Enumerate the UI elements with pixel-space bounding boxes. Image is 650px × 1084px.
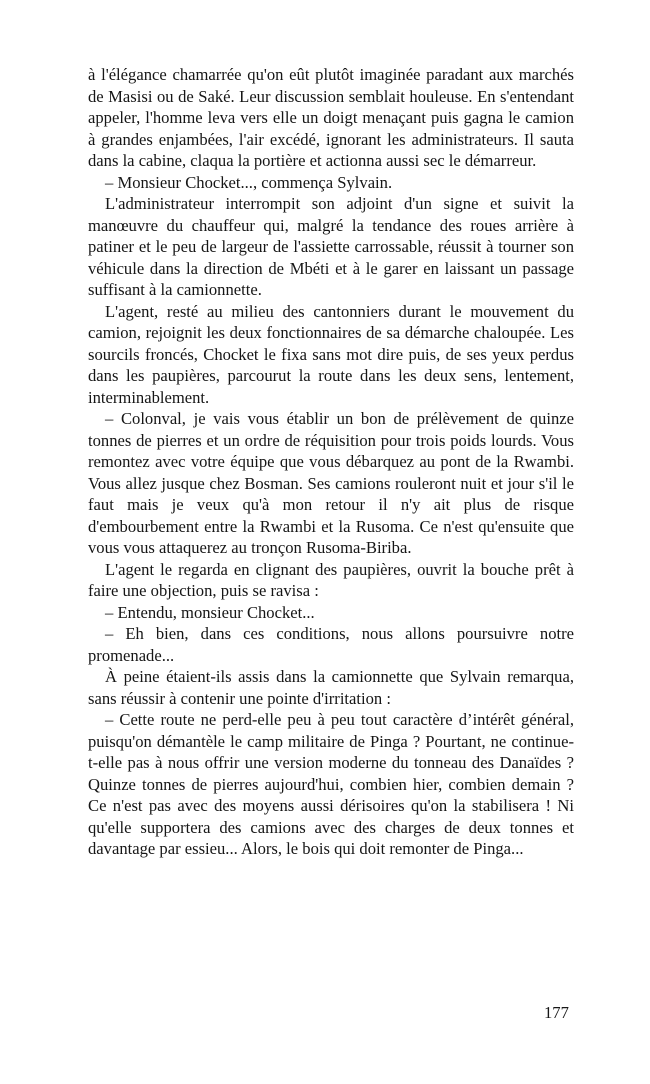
paragraph-dialogue: – Eh bien, dans ces conditions, nous allons poursuivre notre promenade... <box>88 624 574 665</box>
paragraph: L'administrateur interrompit son adjoint d'un signe et suivit la manœuvre du chauffeur qui, malgré la tendance des roues arrière à patiner et le peu de largeur de l'assiette carrossable, réussit à tourner son véhicule dans la direction de Mbéti et à le garer en laissant un passage suffisant à la camionnette. <box>88 194 574 299</box>
page-body <box>88 64 574 860</box>
paragraph-dialogue: – Monsieur Chocket..., commença Sylvain. <box>105 172 393 192</box>
paragraph-dialogue: – Colonval, je vais vous établir un bon de prélèvement de quinze tonnes de pierres et un ordre de réquisition pour trois poids lourds. Vous remontez avec votre équipe que vous débarquez au pont de la Rwambi. Vous allez jusque chez Bosman. Ses camions rouleront nuit et jour s'il le faut mais je veux qu'à mon retour il n'y ait plus de risque d'embourbement entre la Rwambi et la Rusoma. Ce n'est qu'ensuite que vous vous attaquerez au tronçon Rusoma-Biriba. <box>88 409 574 557</box>
paragraph-dialogue: – Entendu, monsieur Chocket... <box>105 602 315 622</box>
paragraph: À peine étaient-ils assis dans la camionnette que Sylvain remarqua, sans réussir à contenir une pointe d'irritation : <box>88 667 574 708</box>
paragraph-continuation: à l'élégance chamarrée qu'on eût plutôt imaginée paradant aux marchés de Masisi ou de Saké. Leur discussion semblait houleuse. En s'entendant appeler, l'homme leva vers elle un doigt menaçant puis gagna le camion à grandes enjambées, l'air excédé, ignorant les administrateurs. Il sauta dans la cabine, claqua la portière et actionna aussi sec le démarreur. <box>88 65 574 170</box>
paragraph-dialogue: – Cette route ne perd-elle peu à peu tout caractère d’intérêt général, puisqu'on démantèle le camp militaire de Pinga ? Pourtant, ne continue-t-elle pas à nous offrir une version moderne du tonneau des Danaïdes ? Quinze tonnes de pierres aujourd'hui, combien hier, combien demain ? Ce n'est pas avec des moyens aussi dérisoires qu'on la stabilisera ! Ni qu'elle supportera des camions avec des charges de deux tonnes et davantage par essieu... Alors, le bois qui doit remonter de Pinga... <box>88 710 574 858</box>
paragraph: L'agent le regarda en clignant des paupières, ouvrit la bouche prêt à faire une objection, puis se ravisa : <box>88 559 574 600</box>
paragraph: L'agent, resté au milieu des cantonniers durant le mouvement du camion, rejoignit les deux fonctionnaires de sa démarche chaloupée. Les sourcils froncés, Chocket le fixa sans mot dire puis, de ses yeux perdus dans les paupières, parcourut la route dans les deux sens, lentement, interminablement. <box>88 301 574 407</box>
page-number: 177 <box>544 1003 569 1022</box>
